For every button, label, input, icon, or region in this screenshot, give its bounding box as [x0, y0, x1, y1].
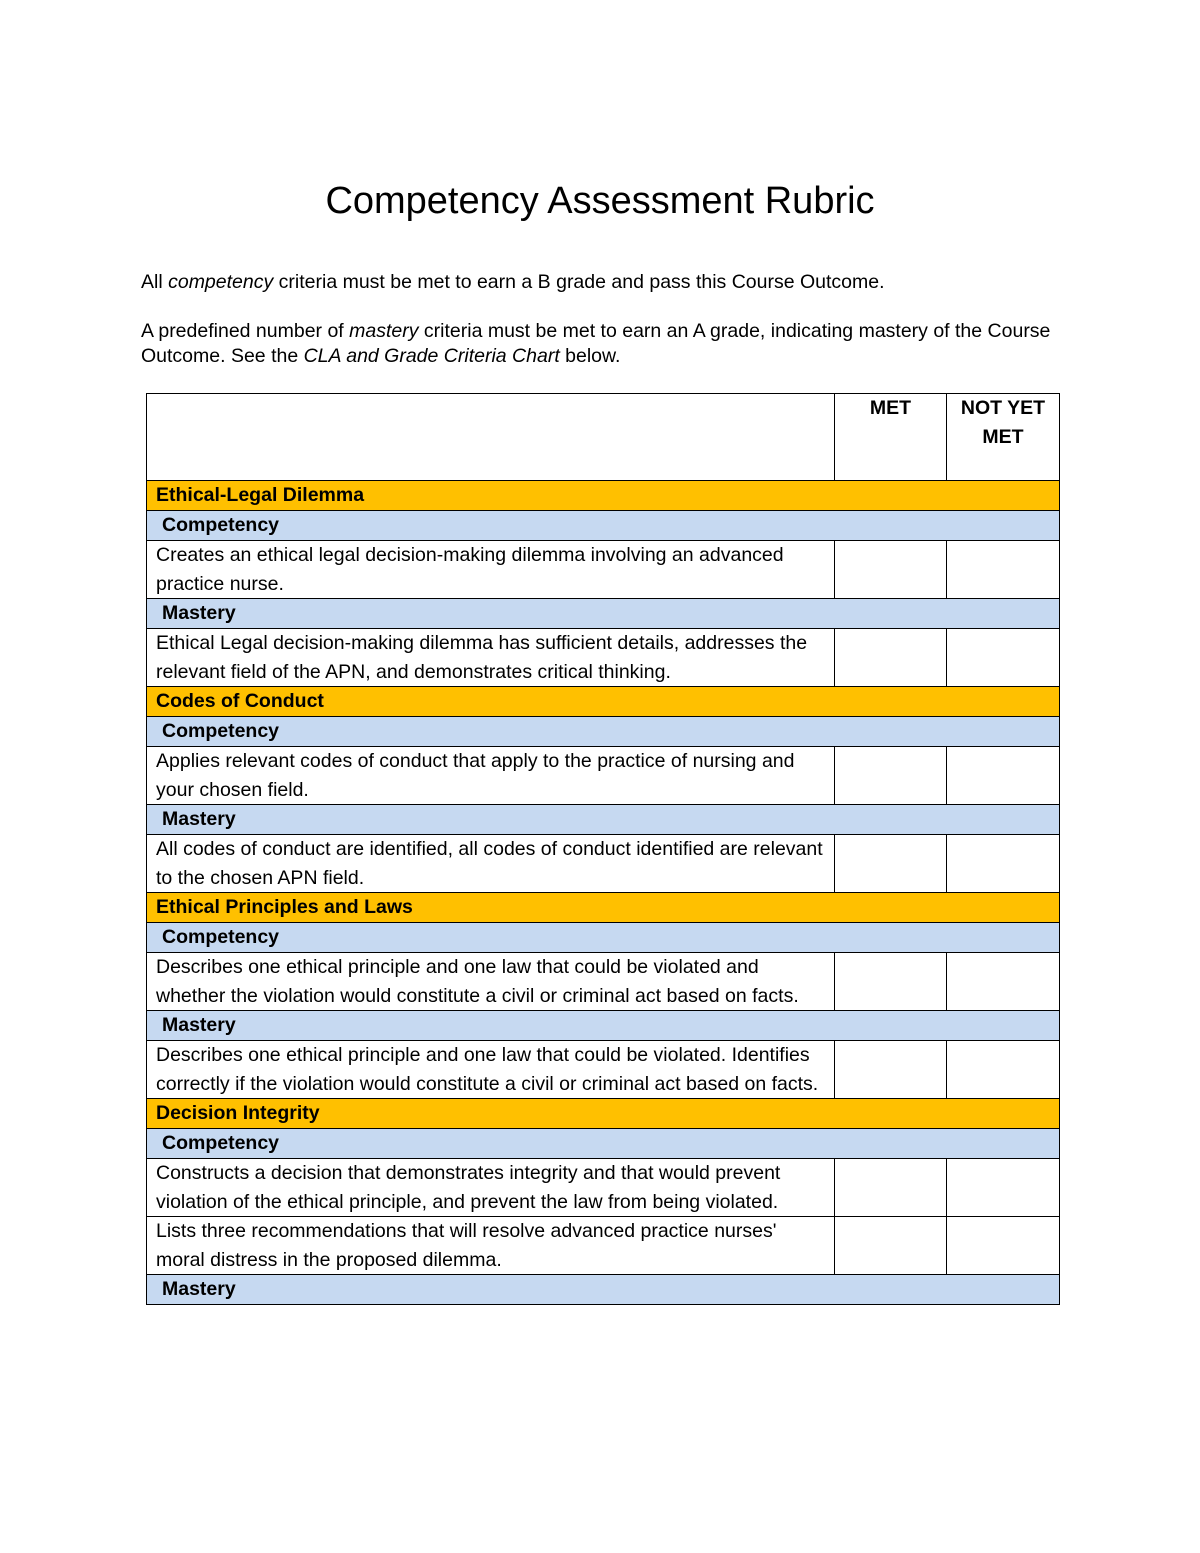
- met-cell[interactable]: [835, 541, 947, 599]
- criterion-text: Ethical Legal decision-making dilemma has sufficient details, addresses the relevant field of the APN, and demonstrates critical thinking.: [147, 629, 835, 687]
- not-yet-met-cell[interactable]: [947, 1041, 1060, 1099]
- criterion-text: Lists three recommendations that will resolve advanced practice nurses' moral distress in the proposed dilemma.: [147, 1217, 835, 1275]
- criterion-row: [147, 953, 1060, 1011]
- criterion-row: [147, 1217, 1060, 1275]
- criterion-row: [147, 1041, 1060, 1099]
- criterion-row: [147, 747, 1060, 805]
- mastery-label-row: [147, 1011, 1060, 1041]
- met-cell[interactable]: [835, 1217, 947, 1275]
- criterion-row: [147, 541, 1060, 599]
- mastery-label: Mastery: [147, 1011, 1060, 1041]
- criterion-text: Creates an ethical legal decision-making dilemma involving an advanced practice nurse.: [147, 541, 835, 599]
- header-met: MET: [835, 394, 947, 481]
- criterion-text: Constructs a decision that demonstrates integrity and that would prevent violation of the ethical principle, and prevent the law from being violated.: [147, 1159, 835, 1217]
- mastery-label: Mastery: [147, 805, 1060, 835]
- section-title: Decision Integrity: [147, 1099, 1060, 1129]
- competency-label: Competency: [147, 923, 1060, 953]
- competency-label: Competency: [147, 511, 1060, 541]
- not-yet-met-cell[interactable]: [947, 629, 1060, 687]
- not-yet-met-cell[interactable]: [947, 747, 1060, 805]
- competency-label-row: [147, 1129, 1060, 1159]
- not-yet-met-cell[interactable]: [947, 1159, 1060, 1217]
- criterion-row: [147, 629, 1060, 687]
- section-title-row: [147, 893, 1060, 923]
- criterion-row: [147, 1159, 1060, 1217]
- competency-label-row: [147, 923, 1060, 953]
- header-row: [147, 394, 1060, 481]
- intro-competency-note: All competency criteria must be met to earn a B grade and pass this Course Outcome.: [141, 271, 885, 293]
- competency-label-row: [147, 511, 1060, 541]
- not-yet-met-cell[interactable]: [947, 1217, 1060, 1275]
- competency-label: Competency: [147, 1129, 1060, 1159]
- section-title-row: [147, 1099, 1060, 1129]
- rubric-body: [147, 481, 1060, 1305]
- page-title: Competency Assessment Rubric: [325, 180, 875, 222]
- section-title-row: [147, 481, 1060, 511]
- criterion-text: Applies relevant codes of conduct that apply to the practice of nursing and your chosen field.: [147, 747, 835, 805]
- section-title: Ethical-Legal Dilemma: [147, 481, 1060, 511]
- competency-label-row: [147, 717, 1060, 747]
- not-yet-met-cell[interactable]: [947, 953, 1060, 1011]
- met-cell[interactable]: [835, 629, 947, 687]
- competency-label: Competency: [147, 717, 1060, 747]
- mastery-label: Mastery: [147, 599, 1060, 629]
- criterion-row: [147, 835, 1060, 893]
- not-yet-met-cell[interactable]: [947, 835, 1060, 893]
- section-title: Ethical Principles and Laws: [147, 893, 1060, 923]
- mastery-label-row: [147, 599, 1060, 629]
- met-cell[interactable]: [835, 747, 947, 805]
- met-cell[interactable]: [835, 953, 947, 1011]
- not-yet-met-cell[interactable]: [947, 541, 1060, 599]
- met-cell[interactable]: [835, 1041, 947, 1099]
- criterion-text: All codes of conduct are identified, all codes of conduct identified are relevant to the chosen APN field.: [147, 835, 835, 893]
- mastery-label: Mastery: [147, 1275, 1060, 1305]
- criterion-text: Describes one ethical principle and one law that could be violated. Identifies correctly if the violation would constitute a civil or criminal act based on facts.: [147, 1041, 835, 1099]
- section-title-row: [147, 687, 1060, 717]
- header-blank-cell: [147, 394, 835, 481]
- header-not-yet-met: NOT YET MET: [947, 394, 1060, 481]
- met-cell[interactable]: [835, 835, 947, 893]
- section-title: Codes of Conduct: [147, 687, 1060, 717]
- rubric-table: [146, 393, 1060, 1305]
- mastery-label-row: [147, 805, 1060, 835]
- intro-mastery-note: A predefined number of mastery criteria must be met to earn an A grade, indicating mastery of the Course Outcome. See the CLA and Grade Criteria Chart below.: [141, 320, 1051, 367]
- mastery-label-row: [147, 1275, 1060, 1305]
- met-cell[interactable]: [835, 1159, 947, 1217]
- criterion-text: Describes one ethical principle and one law that could be violated and whether the violation would constitute a civil or criminal act based on facts.: [147, 953, 835, 1011]
